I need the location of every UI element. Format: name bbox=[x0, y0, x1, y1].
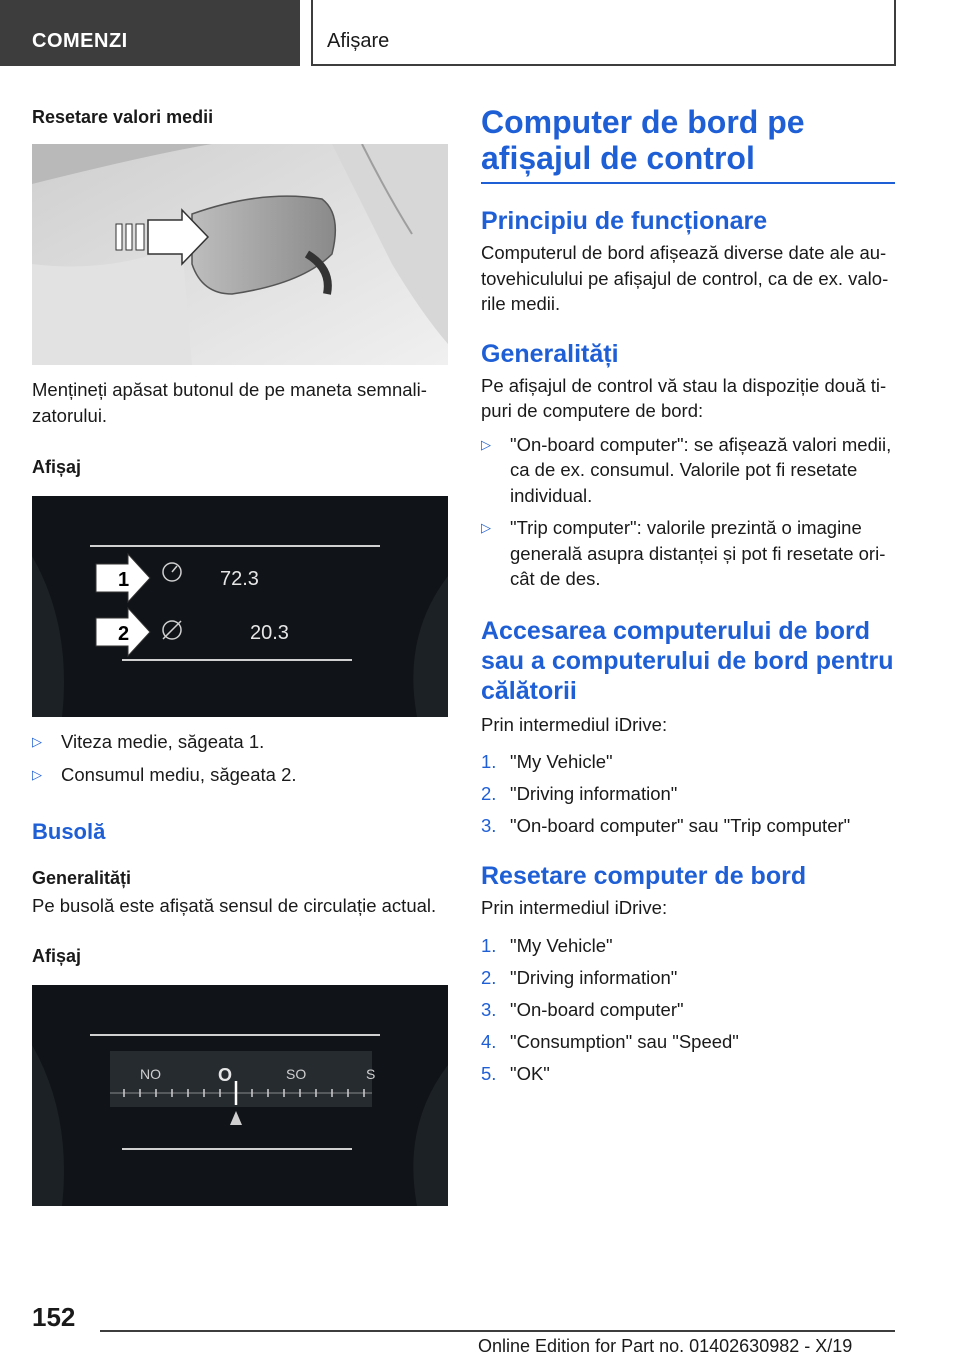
title-divider bbox=[481, 182, 895, 184]
cluster-bullets bbox=[32, 729, 448, 787]
list-item: 3. "On-board computer" sau "Trip computer" bbox=[481, 815, 851, 836]
display-heading-1: Afișaj bbox=[32, 457, 82, 477]
arrow-label-2: 2 bbox=[118, 623, 130, 645]
triangle-bullet-icon: ▷ bbox=[32, 766, 42, 782]
cluster-compass-image bbox=[32, 985, 448, 1206]
triangle-bullet-icon: ▷ bbox=[481, 520, 491, 535]
list-item: ▷ Consumul mediu, săgeata 2. bbox=[32, 762, 448, 788]
reset-intro: Prin intermediul iDrive: bbox=[481, 897, 668, 918]
left-column bbox=[32, 104, 448, 1206]
page-section-title: Computer de bord pe afișajul de control bbox=[481, 104, 805, 176]
principle-heading: Principiu de funcționare bbox=[481, 207, 768, 235]
right-column bbox=[481, 104, 895, 1093]
access-steps bbox=[481, 749, 895, 845]
principle-text: Computerul de bord afișează diverse date ale autovehiculului pe afișajul de control, ca de ex. valorile medii. bbox=[481, 242, 889, 314]
list-item: 4. "Consumption" sau "Speed" bbox=[481, 1030, 739, 1052]
page-number: 152 bbox=[32, 1302, 76, 1332]
list-item: ▷ Viteza medie, săgeata 1. bbox=[32, 729, 448, 755]
edition-note: Online Edition for Part no. 01402630982 - X/19 bbox=[478, 1336, 853, 1356]
compass-general-heading: Generalități bbox=[32, 868, 132, 888]
list-item: 2. "Driving information" bbox=[481, 966, 678, 988]
list-item: 5. "OK" bbox=[481, 1062, 550, 1084]
compass-label-no: NO bbox=[140, 1065, 161, 1082]
chapter-tab bbox=[311, 0, 896, 66]
footer-divider bbox=[100, 1330, 895, 1332]
reset-averages-heading: Resetare valori medii bbox=[32, 107, 214, 127]
general-text: Pe afișajul de control vă stau la dispoziție două tipuri de computere de bord: bbox=[481, 374, 887, 421]
compass-label-s: S bbox=[366, 1065, 376, 1082]
compass-label-so: SO bbox=[286, 1065, 307, 1082]
chapter-title: Afișare bbox=[327, 30, 390, 52]
general-heading: Generalități bbox=[481, 339, 619, 368]
compass-heading: Busolă bbox=[32, 819, 106, 844]
list-item: ▷ "Trip computer": valorile prezintă o imagine generală asupra distanței și pot fi resetate oricât de des. bbox=[481, 517, 886, 589]
compass-label-o: O bbox=[218, 1064, 233, 1085]
triangle-bullet-icon: ▷ bbox=[32, 734, 42, 749]
list-item: 1. "My Vehicle" bbox=[481, 934, 613, 956]
list-item: ▷ "On-board computer": se afișează valori medii, ca de ex. consumul. Valorile pot fi resetate individual. bbox=[481, 433, 892, 506]
display-heading-2: Afișaj bbox=[32, 945, 82, 966]
compass-general-text: Pe busolă este afișată sensul de circulație actual. bbox=[32, 895, 437, 916]
access-heading: Accesarea computerului de bord sau a computerului de bord pentru călătorii bbox=[481, 616, 894, 705]
avg-consumption-value: 20.3 bbox=[250, 622, 289, 644]
triangle-bullet-icon: ▷ bbox=[481, 436, 491, 452]
access-intro: Prin intermediul iDrive: bbox=[481, 713, 668, 735]
avg-speed-value: 72.3 bbox=[220, 568, 259, 590]
turn-signal-lever-image bbox=[32, 144, 448, 365]
list-item: 2. "Driving information" bbox=[481, 783, 678, 804]
section-tab bbox=[0, 0, 300, 66]
arrow-label-1: 1 bbox=[118, 569, 130, 591]
reset-computer-heading: Resetare computer de bord bbox=[481, 862, 807, 890]
computer-type-bullets bbox=[481, 432, 895, 592]
list-item: 3. "On-board computer" bbox=[481, 998, 684, 1020]
reset-instruction: Mențineți apăsat butonul de pe maneta semnalizatorului. bbox=[32, 379, 427, 426]
cluster-averages-image bbox=[32, 496, 448, 717]
section-title: COMENZI bbox=[32, 30, 128, 52]
list-item: 1. "My Vehicle" bbox=[481, 751, 613, 772]
reset-steps bbox=[481, 933, 895, 1093]
